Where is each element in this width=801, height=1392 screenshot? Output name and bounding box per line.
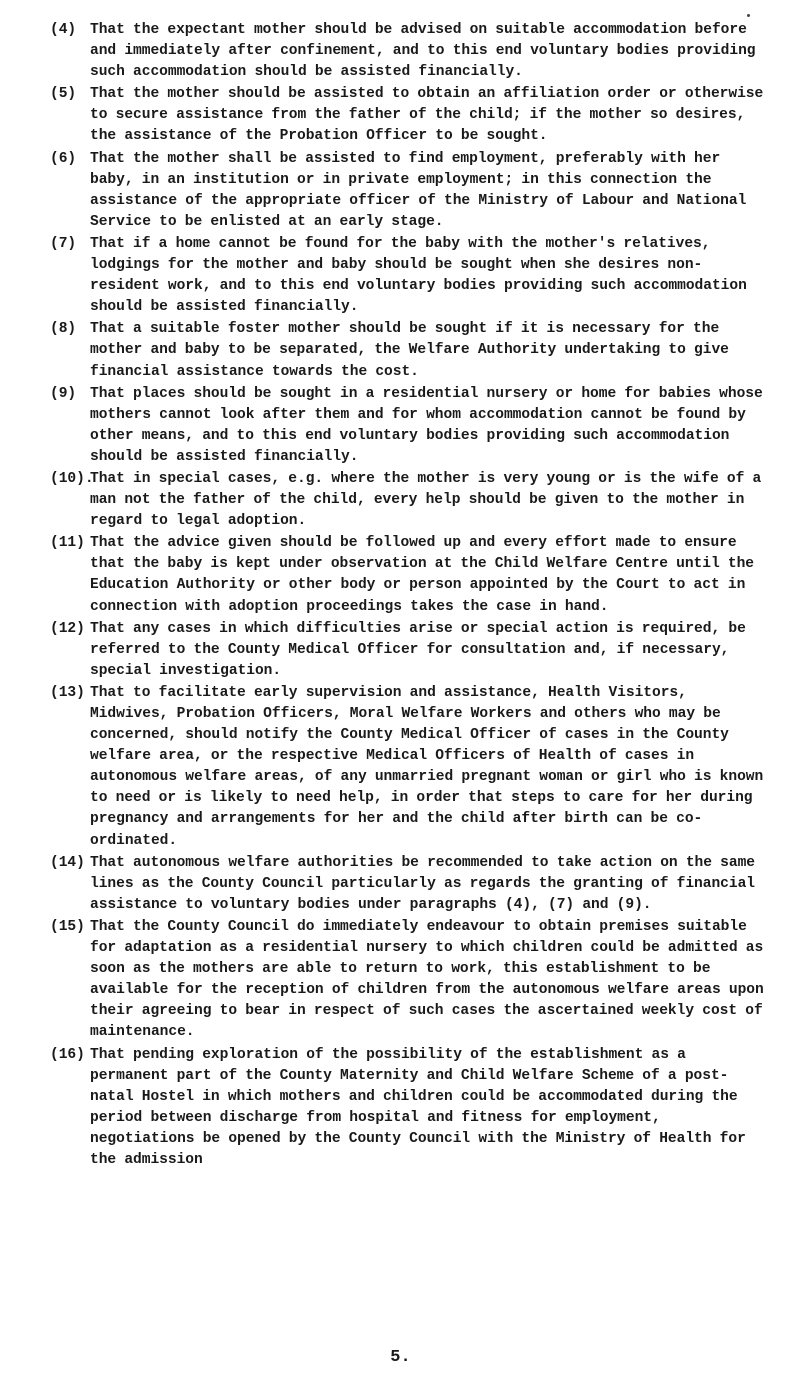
paragraph-number: (6) — [50, 150, 77, 167]
paragraph-text: That pending exploration of the possibility of the establishment as a permanent part of the County Maternity and Child Welfare Scheme of a post-natal Hostel in which mothers and children could be accommodated during the period between discharge from hospital and fitness for employment, negotiations be opened by the County Council with the Ministry of Health for the admission — [90, 1046, 746, 1168]
paragraph-number: (11) — [50, 535, 85, 552]
paragraph-number: (9) — [50, 385, 77, 402]
page-number: 5. — [390, 1348, 411, 1367]
paragraph-number: (15) — [50, 918, 85, 935]
paragraph-number: (14) — [50, 854, 85, 871]
paragraph-text: That a suitable foster mother should be sought if it is necessary for the mother and baby to be separated, the Welfare Authority undertaking to give financial assistance towards the cost. — [90, 321, 729, 380]
paragraph-text: That places should be sought in a residential nursery or home for babies whose mothers cannot look after them and for whom accommodation cannot be found by other means, and to this end voluntary bodies providing such accommodation should be assisted financially. — [90, 385, 763, 465]
paragraph-list — [50, 20, 765, 1171]
paragraph-number: (16) — [50, 1046, 85, 1063]
paragraph-11 — [50, 533, 765, 617]
paragraph-number: (13) — [50, 684, 85, 701]
paragraph-10 — [50, 469, 765, 532]
paragraph-7 — [50, 234, 765, 318]
paragraph-16 — [50, 1045, 765, 1172]
paragraph-9 — [50, 384, 765, 468]
paragraph-8 — [50, 319, 765, 382]
paragraph-text: That if a home cannot be found for the baby with the mother's relatives, lodgings for the mother and baby should be sought when she desires non-resident work, and to this end voluntary bodies providing such accommodation should be assisted financially. — [90, 235, 747, 316]
paragraph-number: (4) — [50, 22, 77, 38]
paragraph-text: That the expectant mother should be advised on suitable accommodation before and immediately after confinement, and to this end voluntary bodies providing such accommodation should be assisted financially. — [90, 22, 756, 81]
paragraph-6 — [50, 149, 765, 233]
paragraph-text: That to facilitate early supervision and assistance, Health Visitors, Midwives, Probation Officers, Moral Welfare Workers and others who may be concerned, should notify the County Medical Officer of cases in the County welfare area, or the respective Medical Officers of Health of cases in autonomous welfare areas, of any unmarried pregnant woman or girl who is known to need or is likely to need help, in order that steps to care for her during pregnancy and arrangements for her and the child after birth can be co-ordinated. — [90, 684, 764, 849]
paragraph-15 — [50, 917, 765, 1044]
paragraph-number: (8) — [50, 321, 77, 338]
paragraph-5 — [50, 84, 765, 147]
paragraph-12 — [50, 619, 765, 682]
paragraph-text: That the mother shall be assisted to find employment, preferably with her baby, in an institution or in private employment; in this connection the assistance of the appropriate officer of the Ministry of Labour and National Service to be enlisted at an early stage. — [90, 150, 747, 230]
paragraph-text: That in special cases, e.g. where the mother is very young or is the wife of a man not the father of the child, every help should be given to the mother in regard to legal adoption. — [90, 470, 762, 530]
paragraph-number: (7) — [50, 235, 77, 252]
paragraph-text: That the advice given should be followed up and every effort made to ensure that the baby is kept under observation at the Child Welfare Centre until the Education Authority or other body or person appointed by the Court to act in connection with adoption proceedings takes the case in hand. — [90, 535, 754, 615]
paragraph-text: That the County Council do immediately endeavour to obtain premises suitable for adaptation as a residential nursery to which children could be admitted as soon as the mothers are able to return to work, this establishment to be available for the reception of children from the autonomous welfare areas upon their agreeing to bear in respect of such cases the ascertained weekly cost of maintenance. — [90, 918, 764, 1041]
paragraph-number: (5) — [50, 86, 77, 103]
paragraph-14 — [50, 853, 765, 916]
stray-mark — [747, 14, 750, 17]
paragraph-number: (12) — [50, 620, 85, 637]
paragraph-number: (10). — [50, 470, 94, 487]
paragraph-13 — [50, 683, 765, 852]
paragraph-text: That autonomous welfare authorities be recommended to take action on the same lines as the County Council particularly as regards the granting of financial assistance to voluntary bodies under paragraphs (4), (7) and (9). — [90, 854, 755, 913]
paragraph-4 — [50, 20, 765, 83]
paragraph-text: That any cases in which difficulties arise or special action is required, be referred to the County Medical Officer for consultation and, if necessary, special investigation. — [90, 620, 746, 679]
paragraph-text: That the mother should be assisted to obtain an affiliation order or otherwise to secure assistance from the father of the child; if the mother so desires, the assistance of the Probation Officer to be sought. — [90, 86, 764, 145]
